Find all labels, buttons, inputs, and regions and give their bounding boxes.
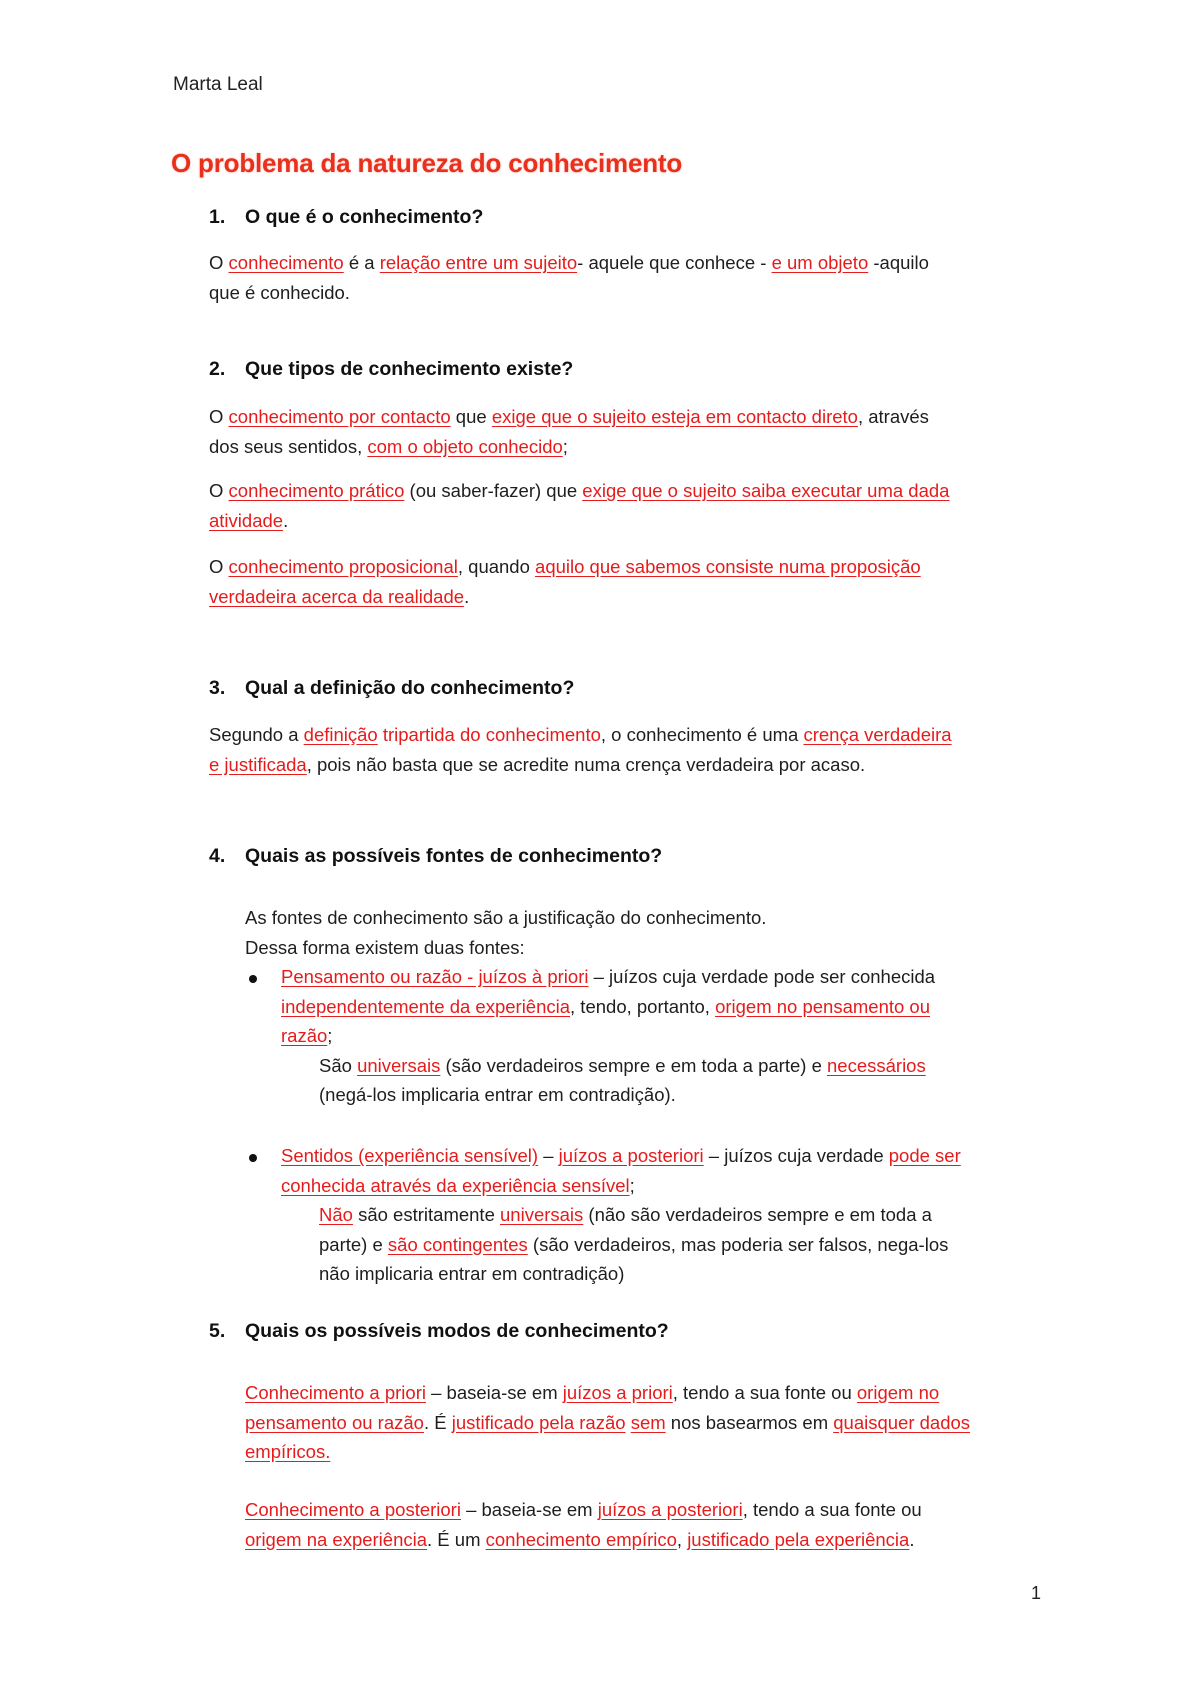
text: (são verdadeiros sempre e em toda a parte) e	[440, 1054, 827, 1076]
section-4-bullet-1	[281, 962, 935, 1110]
highlight: conhecimento proposicional	[228, 556, 458, 577]
section-2-answer-a	[209, 402, 929, 461]
highlight: conhecida através da experiência sensível	[281, 1174, 630, 1196]
highlight: Não	[319, 1204, 353, 1225]
text-line	[281, 992, 935, 1022]
highlight: exige que o sujeito esteja em contacto direto	[491, 406, 858, 427]
highlight: empíricos.	[245, 1441, 331, 1462]
highlight: e justificada	[209, 753, 307, 775]
text: O	[209, 556, 229, 577]
text-line	[209, 720, 952, 750]
highlight: origem na experiência	[245, 1528, 428, 1550]
text: (não são verdadeiros sempre e em toda a	[583, 1204, 932, 1225]
text: , tendo a sua fonte ou	[742, 1499, 922, 1520]
text: – juízos cuja verdade pode ser conhecida	[588, 966, 936, 987]
text-line	[281, 1171, 961, 1201]
text: parte) e	[319, 1233, 388, 1255]
text: .	[909, 1528, 915, 1550]
header-author: Marta Leal	[173, 74, 263, 95]
text: é a	[343, 252, 380, 273]
section-number: 5.	[209, 1320, 226, 1342]
section-question: Quais os possíveis modos de conhecimento?	[245, 1320, 669, 1342]
text: dos seus sentidos,	[209, 435, 368, 457]
text-line	[245, 1437, 970, 1467]
text: , o conhecimento é uma	[600, 724, 804, 745]
text: .	[464, 585, 470, 607]
text: não implicaria entrar em contradição)	[319, 1263, 625, 1284]
highlight: crença verdadeira	[803, 724, 952, 745]
text: são estritamente	[352, 1204, 500, 1225]
highlight: juízos a posteriori	[558, 1145, 704, 1166]
section-4-bullet-2	[281, 1141, 961, 1289]
text-line	[281, 1141, 961, 1171]
section-number: 3.	[209, 677, 226, 699]
text-line	[281, 1021, 935, 1051]
highlight: razão	[281, 1025, 328, 1046]
bullet-icon	[249, 1154, 257, 1162]
text-line	[209, 402, 929, 432]
text: – juízos cuja verdade	[703, 1145, 889, 1166]
highlight: definição	[303, 724, 378, 745]
text-line	[245, 1378, 970, 1408]
page-number: 1	[1031, 1583, 1042, 1603]
highlight: são contingentes	[387, 1233, 528, 1255]
section-2-heading	[209, 358, 573, 381]
text: (ou saber-fazer) que	[404, 480, 583, 501]
highlight: aquilo que sabemos consiste numa proposição	[535, 556, 921, 577]
text: (são verdadeiros, mas poderia ser falsos, nega-los	[527, 1233, 949, 1255]
text: , quando	[457, 556, 536, 577]
highlight: atividade	[209, 509, 284, 531]
text: ,	[676, 1528, 688, 1550]
highlight: com o objeto conhecido	[367, 435, 563, 457]
section-5-answer-b	[245, 1495, 922, 1554]
text: -aquilo	[868, 252, 929, 273]
section-question: Que tipos de conhecimento existe?	[245, 358, 574, 380]
text-line	[209, 750, 952, 780]
highlight: e um objeto	[771, 252, 869, 273]
highlight: Sentidos (experiência sensível)	[281, 1145, 539, 1166]
highlight: justificado pela razão	[451, 1411, 626, 1433]
text: , tendo a sua fonte ou	[672, 1382, 857, 1403]
text: (negá-los implicaria entrar em contradição).	[319, 1084, 676, 1105]
text: nos basearmos em	[665, 1411, 834, 1433]
text: que é conhecido.	[209, 281, 350, 303]
highlight: Pensamento ou razão - juízos à priori	[281, 966, 589, 987]
text: ;	[327, 1025, 333, 1046]
section-1-heading	[209, 206, 483, 229]
text-line	[209, 582, 921, 612]
section-4-intro	[245, 903, 766, 962]
text-line	[245, 1495, 922, 1525]
text: , tendo, portanto,	[570, 995, 716, 1017]
text-line	[209, 278, 929, 308]
text: – baseia-se em	[460, 1499, 598, 1520]
highlight: Conhecimento a posteriori	[245, 1499, 461, 1520]
highlight: pode ser	[888, 1145, 961, 1166]
section-5-answer-a	[245, 1378, 970, 1467]
text: O	[209, 480, 229, 501]
text: .	[283, 509, 289, 531]
highlight: justificado pela experiência	[687, 1528, 910, 1550]
highlight: exige que o sujeito saiba executar uma dada	[582, 480, 950, 501]
section-5-heading	[209, 1320, 669, 1343]
highlight: necessários	[827, 1054, 926, 1076]
highlight: sem	[630, 1411, 666, 1433]
text-line	[209, 476, 949, 506]
document-title: O problema da natureza do conhecimento	[171, 148, 683, 178]
section-2-answer-c	[209, 552, 921, 611]
text-line: Dessa forma existem duas fontes:	[245, 936, 525, 958]
highlight: relação entre um sujeito	[379, 252, 578, 273]
text: . É um	[427, 1528, 486, 1550]
highlight: conhecimento	[228, 252, 344, 273]
highlight: Conhecimento a priori	[245, 1382, 426, 1403]
text-line: As fontes de conhecimento são a justificação do conhecimento.	[245, 907, 767, 928]
section-2-answer-b	[209, 476, 949, 535]
highlight: quaisquer dados	[833, 1411, 971, 1433]
section-question: Qual a definição do conhecimento?	[245, 677, 575, 699]
highlight: juízos a posteriori	[597, 1499, 743, 1520]
highlight: universais	[500, 1204, 584, 1225]
highlight: independentemente da experiência	[281, 995, 571, 1017]
text: ;	[629, 1174, 635, 1196]
section-number: 1.	[209, 206, 226, 228]
bullet-icon	[249, 975, 257, 983]
text: - aquele que conhece -	[577, 252, 772, 273]
highlight: conhecimento por contacto	[228, 406, 451, 427]
text: . É	[423, 1411, 452, 1433]
section-4-heading	[209, 845, 662, 868]
text: –	[538, 1145, 559, 1166]
section-number: 2.	[209, 358, 226, 380]
text-line	[281, 1200, 961, 1230]
text: O	[209, 406, 229, 427]
text-line	[209, 248, 929, 278]
text-line	[281, 1259, 961, 1289]
text: Segundo a	[209, 724, 304, 745]
text: , pois não basta que se acredite numa crença verdadeira por acaso.	[306, 753, 866, 775]
text-line	[245, 1525, 922, 1555]
text: , através	[857, 406, 929, 427]
section-1-answer	[209, 248, 929, 307]
section-question: Quais as possíveis fontes de conhecimento?	[245, 845, 663, 867]
section-question: O que é o conhecimento?	[245, 206, 484, 228]
text-line	[245, 1408, 970, 1438]
text: São	[319, 1054, 358, 1076]
highlight: verdadeira acerca da realidade	[209, 585, 465, 607]
text: que	[450, 406, 492, 427]
text-line	[209, 432, 929, 462]
text: tripartida do conhecimento	[377, 724, 601, 745]
highlight: origem no	[856, 1382, 940, 1403]
text-line	[281, 1080, 935, 1110]
text-line	[209, 506, 949, 536]
section-3-answer	[209, 720, 952, 779]
text-line	[281, 1230, 961, 1260]
highlight: conhecimento prático	[228, 480, 405, 501]
text-line	[281, 962, 935, 992]
highlight: universais	[357, 1054, 441, 1076]
highlight: pensamento ou razão	[245, 1411, 424, 1433]
section-number: 4.	[209, 845, 226, 867]
text: O	[209, 252, 229, 273]
section-3-heading	[209, 677, 574, 700]
text: ;	[562, 435, 568, 457]
highlight: origem no pensamento ou	[715, 995, 931, 1017]
highlight: juízos a priori	[562, 1382, 673, 1403]
text-line	[209, 552, 921, 582]
text: – baseia-se em	[425, 1382, 563, 1403]
highlight: conhecimento empírico	[485, 1528, 677, 1550]
text-line	[281, 1051, 935, 1081]
